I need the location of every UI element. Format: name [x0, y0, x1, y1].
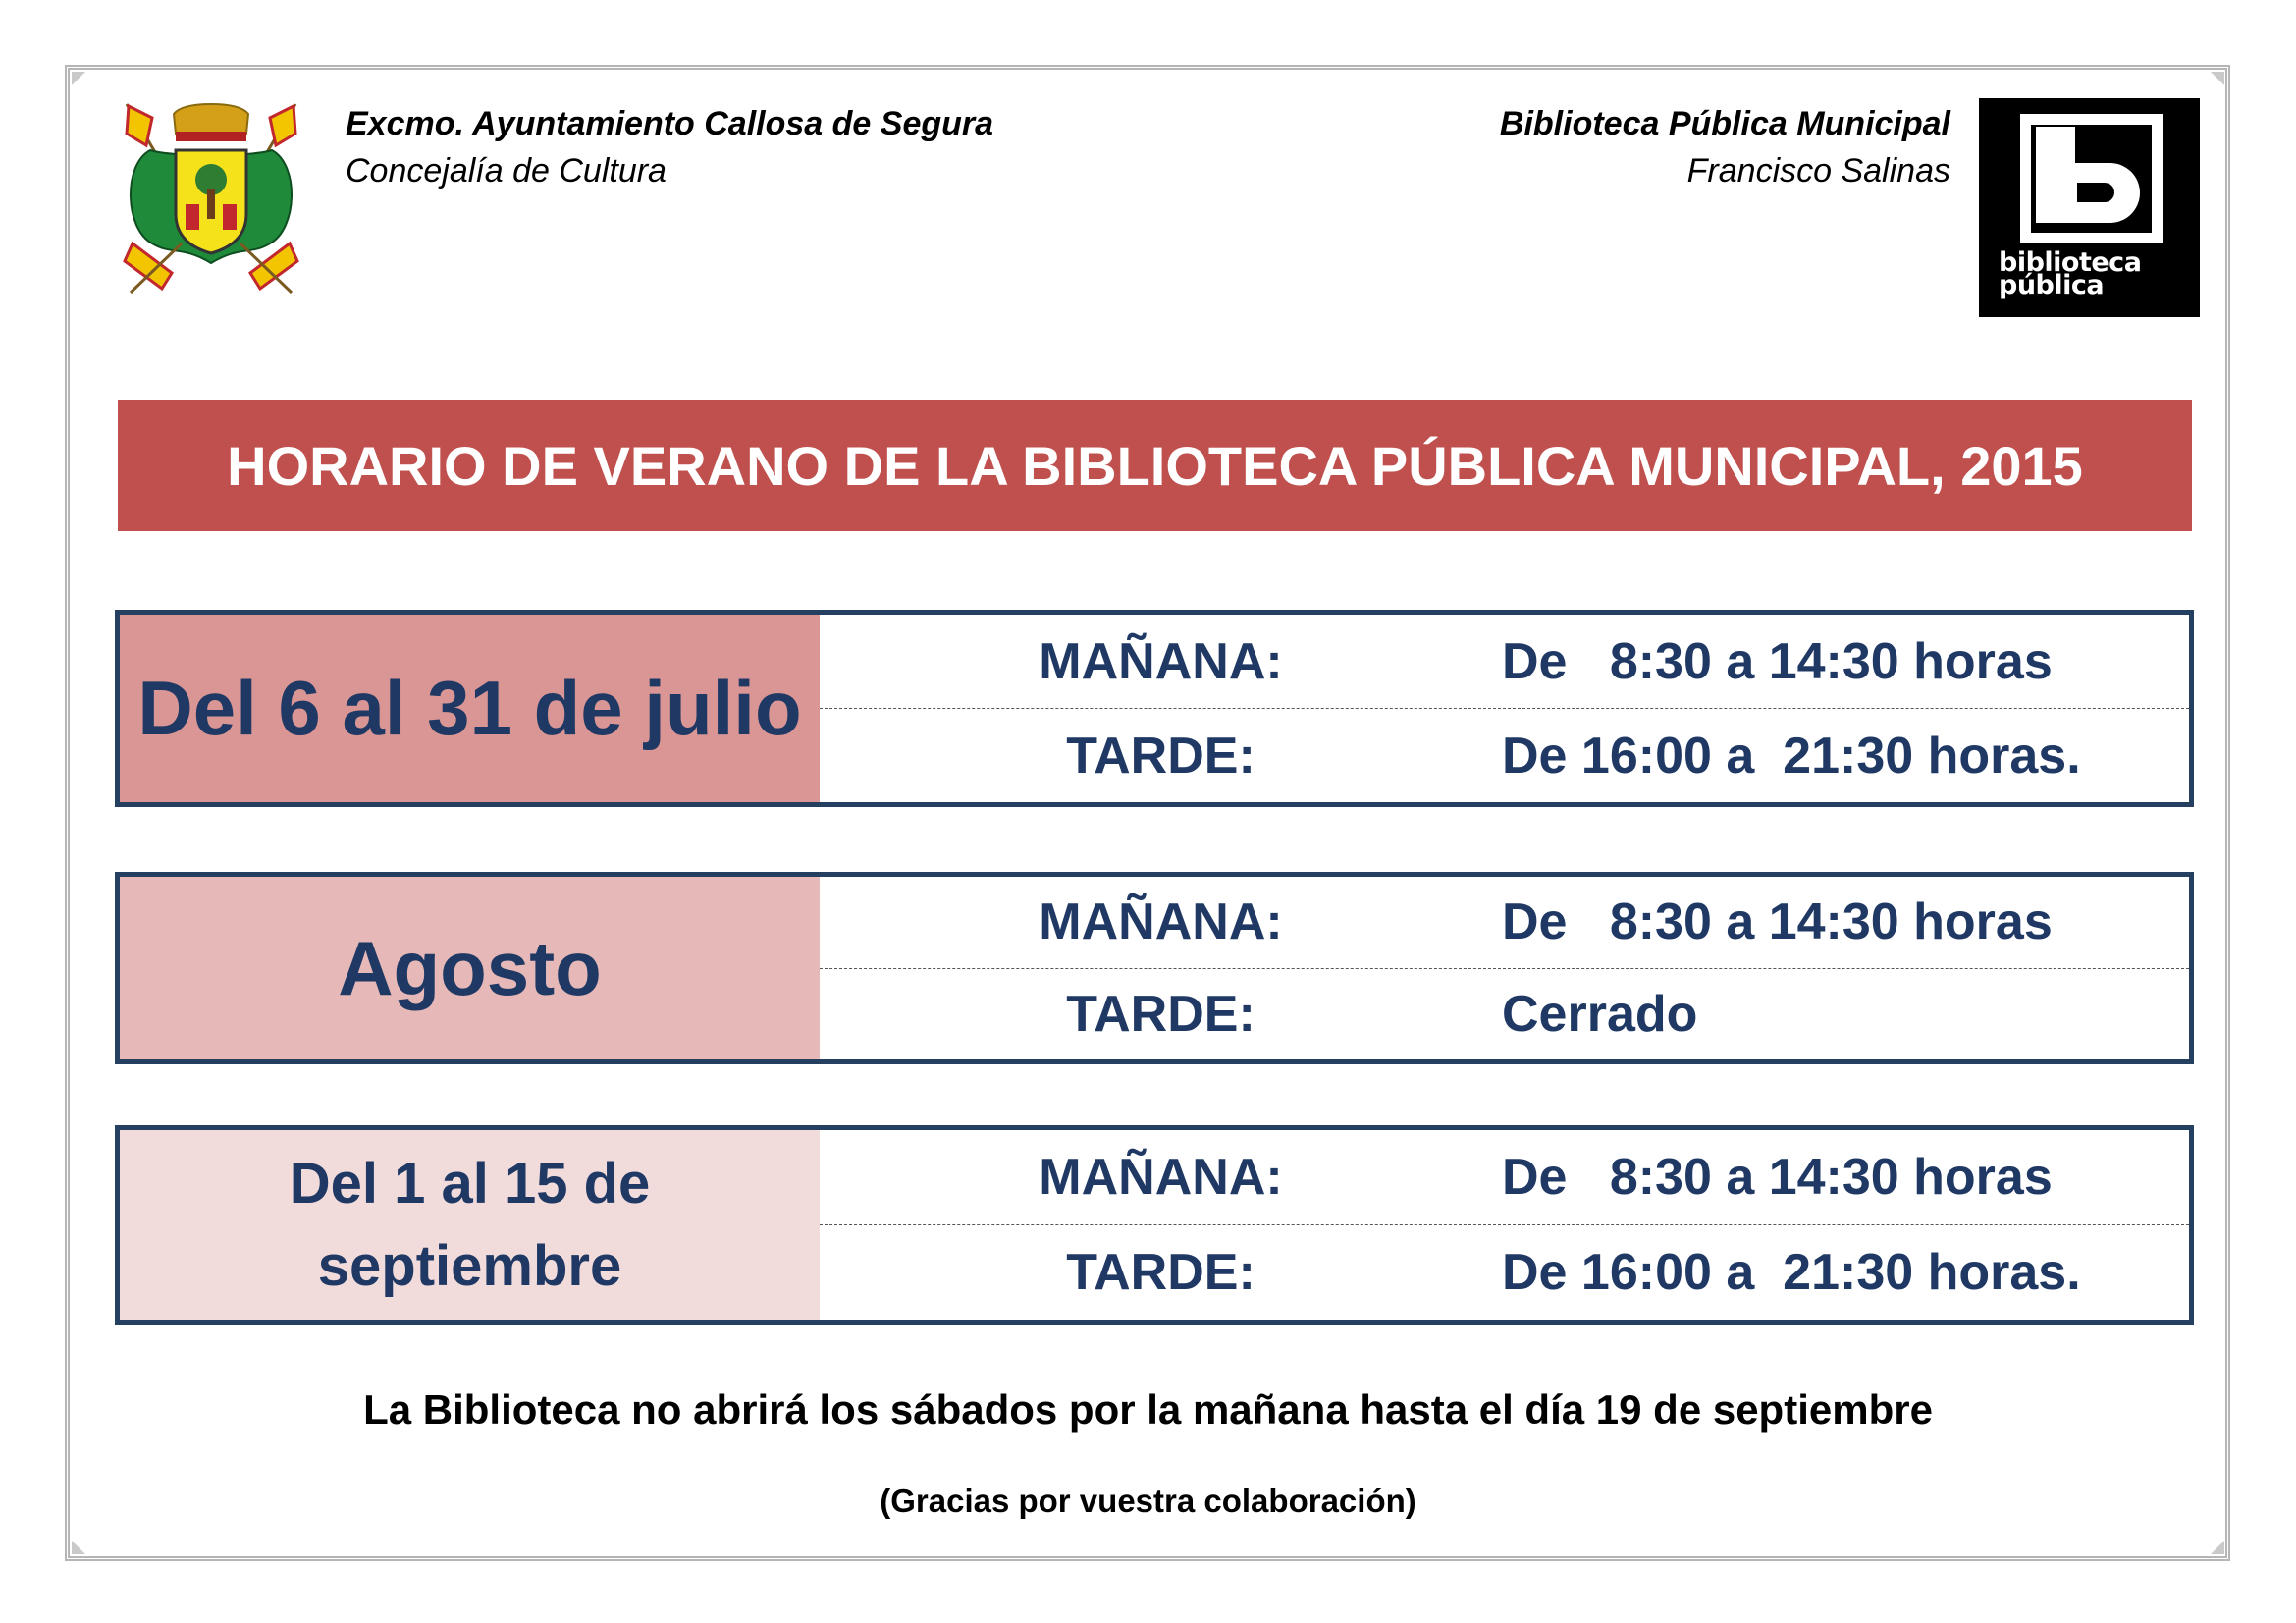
- afternoon-time: Cerrado: [1502, 985, 1698, 1043]
- saturday-notice: La Biblioteca no abrirá los sábados por la mañana hasta el día 19 de septiembre: [363, 1386, 1933, 1433]
- morning-row: [820, 1130, 2189, 1224]
- schedule-september: [115, 1125, 2194, 1325]
- page-title: HORARIO DE VERANO DE LA BIBLIOTECA PÚBLICA MUNICIPAL, 2015: [118, 400, 2192, 531]
- afternoon-label: TARDE:: [1066, 727, 1255, 784]
- council-name: Excmo. Ayuntamiento Callosa de Segura: [346, 105, 994, 142]
- schedule-august: [115, 872, 2194, 1064]
- afternoon-time: De 16:00 a 21:30 horas.: [1502, 1244, 2081, 1301]
- afternoon-row: [820, 1224, 2189, 1320]
- morning-time: De 8:30 a 14:30 horas: [1502, 632, 2053, 690]
- morning-row: [820, 877, 2189, 968]
- morning-label: MAÑANA:: [1039, 893, 1283, 951]
- frame-corner-bottom-left: [72, 1541, 85, 1554]
- library-subname: Francisco Salinas: [1686, 152, 1950, 189]
- afternoon-label: TARDE:: [1066, 1244, 1255, 1301]
- afternoon-time: De 16:00 a 21:30 horas.: [1502, 727, 2081, 784]
- council-heading: [346, 100, 993, 194]
- morning-time: De 8:30 a 14:30 horas: [1502, 893, 2053, 951]
- afternoon-row: [820, 968, 2189, 1060]
- library-name: Biblioteca Pública Municipal: [1499, 105, 1950, 142]
- library-heading: [1500, 100, 1950, 194]
- morning-row: [820, 615, 2189, 708]
- thanks-note: (Gracias por vuestra colaboración): [880, 1483, 1416, 1519]
- period-label: Del 1 al 15 de septiembre: [120, 1130, 820, 1320]
- period-label: Agosto: [120, 877, 820, 1059]
- council-department: Concejalía de Cultura: [346, 152, 667, 189]
- morning-time: De 8:30 a 14:30 horas: [1502, 1149, 2053, 1206]
- biblioteca-publica-logo: biblioteca pública: [1979, 98, 2200, 317]
- afternoon-label: TARDE:: [1066, 985, 1255, 1043]
- morning-label: MAÑANA:: [1039, 632, 1283, 690]
- afternoon-row: [820, 708, 2189, 802]
- morning-label: MAÑANA:: [1039, 1149, 1283, 1206]
- frame-corner-bottom-right: [2211, 1541, 2224, 1554]
- period-label: Del 6 al 31 de julio: [120, 615, 820, 802]
- frame-corner-top-right: [2211, 72, 2224, 85]
- coat-of-arms-icon: [113, 96, 309, 302]
- frame-corner-top-left: [72, 72, 85, 85]
- schedule-july: [115, 610, 2194, 807]
- page-frame: [65, 65, 2230, 1561]
